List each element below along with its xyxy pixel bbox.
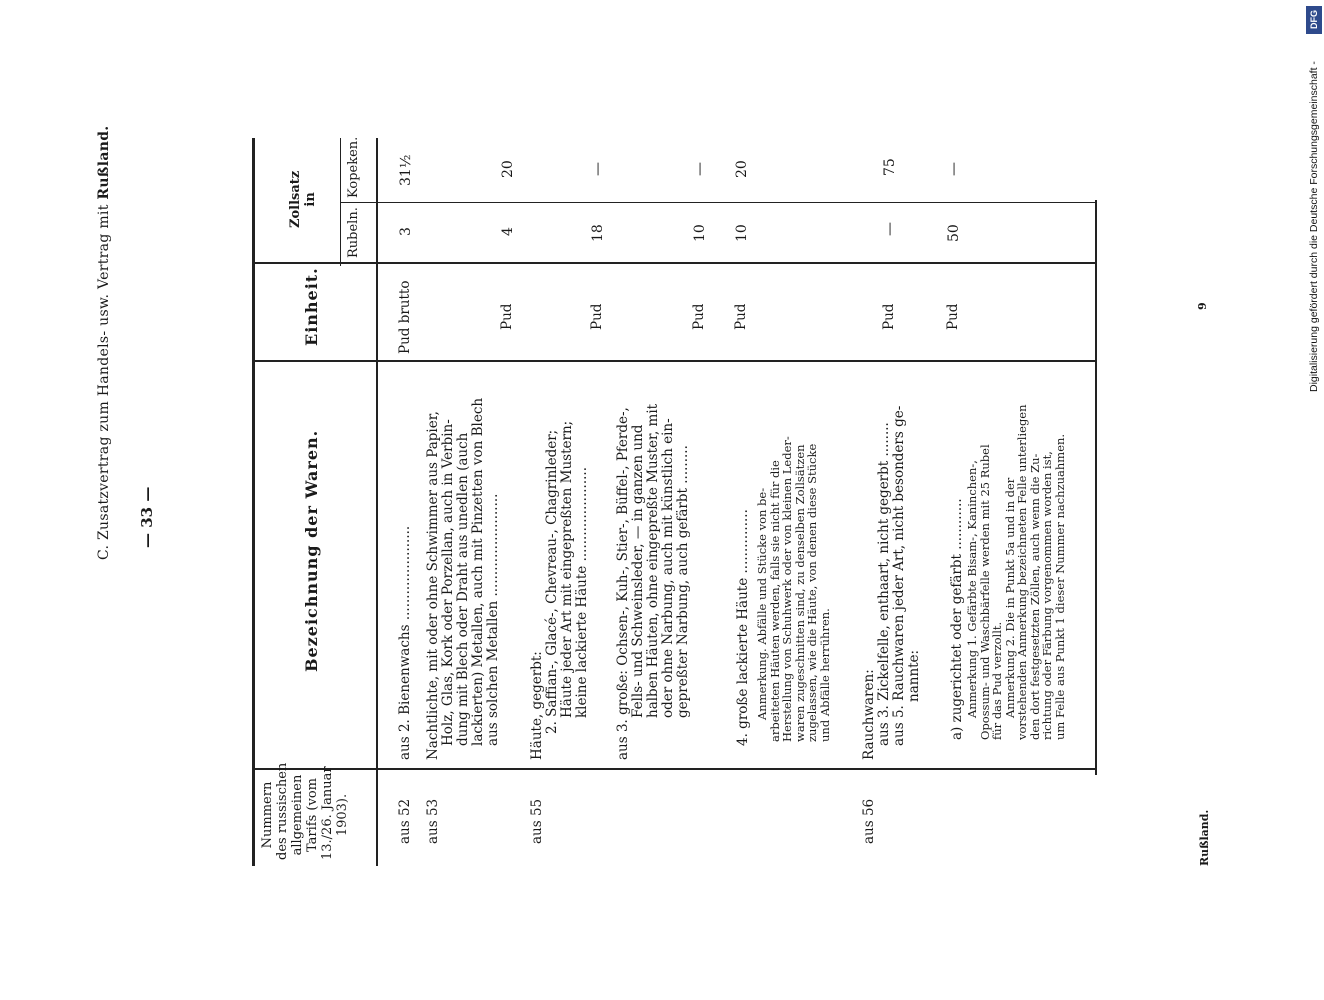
row-einheit: Pud [499, 303, 515, 330]
row-annotation: Anmerkung 1. Gefärbte Bisam-, Kaninchen-, Opossum- und Waschbärfelle werden mit 25 Rubel für das Pud verzollt. Anmerkung 2. Die in Punkt 5a und in der vorstehenden Anmerkung bezeichneten Felle unterliegen den dort festgesetzten Zöllen, auch wenn die Zu- richtung oder Färbung vorgenommen worden ist, um Felle aus Punkt 1 dieser Nummer nachzuahmen. [965, 404, 1067, 740]
page-number: — 33 — [138, 486, 156, 548]
row-kopeken: 20 [500, 160, 516, 178]
row-nr: aus 55 [529, 798, 545, 844]
row-einheit: Pud [881, 303, 897, 330]
row-rubel: 18 [590, 224, 606, 242]
row-rubel: 10 [734, 224, 750, 242]
row-nr: aus 56 [861, 798, 877, 844]
table-header-rule [376, 138, 378, 866]
col-rule-4 [340, 202, 1096, 203]
scan-credit-text: Digitalisierung gefördert durch die Deutsche Forschungsgemeinschaft - [1308, 61, 1320, 392]
row-rubel: 50 [946, 224, 962, 242]
row-einheit: Pud [589, 303, 605, 330]
running-title: C. Zusatzvertrag zum Handels- usw. Vertrag mit Rußland. [96, 125, 112, 560]
row-description: 4. große lackierte Häute ............... [735, 509, 751, 746]
header-kopeken: Kopeken. [346, 136, 361, 198]
header-rubeln: Rubeln. [346, 207, 361, 258]
row-nr: aus 52 [397, 798, 413, 844]
row-kopeken: — [590, 162, 606, 176]
col-rule-1 [255, 768, 1096, 770]
row-kopeken: 31½ [398, 154, 414, 186]
row-rubel: 4 [500, 227, 516, 236]
header-bezeichnung: Bezeichnung der Waren. [302, 429, 321, 672]
row-einheit: Pud [945, 303, 961, 330]
header-einheit: Einheit. [302, 267, 321, 346]
col-rule-3 [255, 262, 1096, 264]
row-nr: aus 53 [425, 798, 441, 844]
row-description: Nachtlichte, mit oder ohne Schwimmer aus Papier, Holz, Glas, Kork oder Porzellan, auch in Verbin- dung mit Blech oder Draht aus unedlen (auch lackierten) Metallen, auch mit Pinzetten von Blech aus solchen Metallen ........................ [425, 397, 501, 760]
header-zollsatz: Zollsatz in [288, 170, 318, 228]
row-description: Häute, gegerbt: 2. Saffian-, Glacé-, Chevreau-, Chagrinleder; Häute jeder Art mit eingepreßten Mustern; kleine lackierte Häute ...................... [529, 420, 590, 760]
col-rule-2 [255, 360, 1096, 362]
dfg-logo: DFG [1306, 6, 1322, 34]
row-kopeken: 75 [882, 158, 898, 176]
table-bottom-rule [1095, 200, 1097, 775]
table-top-rule [252, 138, 255, 866]
row-einheit: Pud [691, 303, 707, 330]
row-rubel: 10 [692, 224, 708, 242]
row-description: aus 3. große: Ochsen-, Kuh-, Stier-, Büffel-, Pferde-, Fells- und Schweinsleder, — in ganzen und halben Häuten, ohne eingepreßte Muster, mit oder ohne Narbung, auch mit künstlich ein- gepreßter Narbung, auch gefärbt ......... [615, 403, 691, 760]
row-kopeken: — [692, 162, 708, 176]
row-rubel: 3 [398, 227, 414, 236]
row-kopeken: 20 [734, 160, 750, 178]
row-description: a) zugerichtet oder gefärbt ............ [949, 498, 965, 740]
row-einheit: Pud [733, 303, 749, 330]
row-einheit: Pud brutto [397, 280, 413, 354]
row-description: Rauchwaren: aus 3. Zickelfelle, enthaart, nicht gegerbt ........ aus 5. Rauchwaren jeder Art, nicht besonders ge- nannte: [861, 405, 922, 760]
row-kopeken: — [946, 162, 962, 176]
row-rubel: — [882, 222, 898, 236]
row-description: aus 2. Bienenwachs ...................... [397, 525, 413, 760]
footer-country: Rußland. [1198, 809, 1211, 866]
col-rule-5 [340, 138, 341, 266]
header-nummern: Nummern des russischen allgemeinen Tarifs (vom 13./26. Januar 1903). [260, 762, 350, 860]
row-annotation: Anmerkung. Abfälle und Stücke von be- arbeiteten Häuten werden, falls sie nicht für die Herstellung von Schuhwerk oder von kleinen Leder- waren zugeschnitten sind, zu denselben Zollsätzen zugelassen, wie die Häute, von denen diese Stücke und Abfälle herrühren. [755, 436, 832, 742]
sheet-number: 9 [1196, 302, 1209, 310]
